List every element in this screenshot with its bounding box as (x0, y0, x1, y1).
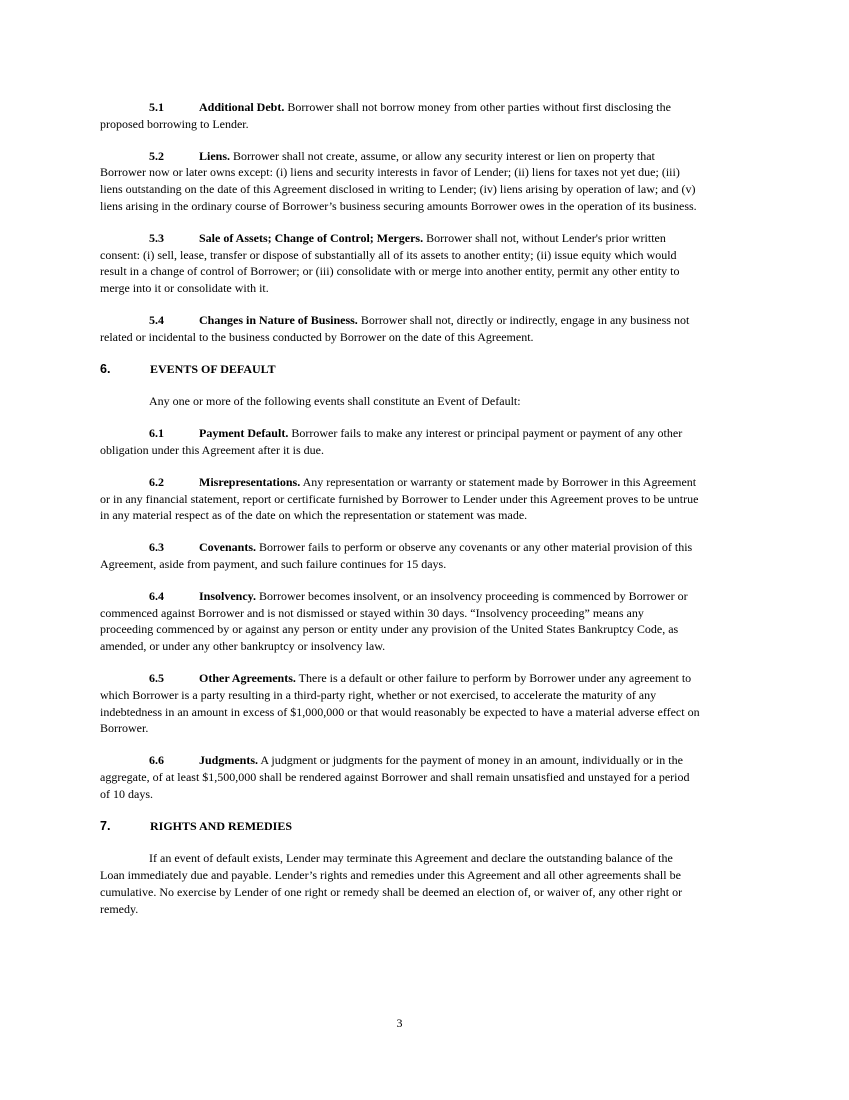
section-number: 7. (100, 818, 111, 833)
clause-number: 5.2 (149, 148, 164, 163)
clause-title: Insolvency. (199, 588, 257, 603)
clause-number: 6.1 (149, 426, 164, 441)
clause-title: Sale of Assets; Change of Control; Mergers. (199, 230, 424, 245)
section-7-text: If an event of default exists, Lender may terminate this Agreement and declare the outstanding balance of the Loan immediately due and payable. Lender’s rights and remedies under this Agreement and all other agreements shall be cumulative. No exercise by Lender of one right or remedy shall be deemed an election of, or waiver of, any other right or remedy. (100, 851, 683, 916)
section-6-clauses (100, 425, 700, 802)
clause-text: Any representation or warranty or statement made by Borrower in this Agreement or in any financial statement, report or certificate furnished by Borrower to Lender under this Agreement proves to be untrue in any material respect as of the date on which the representation or statement was made. (100, 474, 699, 523)
clause-6-5 (100, 670, 700, 737)
clause-text: Borrower fails to perform or observe any covenants or any other material provision of this Agreement, aside from payment, and such failure continues for 15 days. (100, 540, 693, 571)
section-6-heading (100, 361, 700, 378)
clause-title: Misrepresentations. (199, 474, 301, 489)
clause-text: Borrower shall not, without Lender's prior written consent: (i) sell, lease, transfer or dispose of substantially all of its assets to another entity; (ii) issue equity which would result in a change of control of Borrower; or (iii) consolidate with or merge into another entity, permit any other entity to merge into it or consolidate with it. (100, 230, 680, 296)
section-6-intro: Any one or more of the following events shall constitute an Event of Default: (149, 394, 521, 409)
clause-5-2 (100, 148, 700, 215)
clause-6-3 (100, 539, 700, 573)
clause-6-1 (100, 425, 700, 459)
clause-5-1 (100, 99, 700, 133)
clause-title: Liens. (199, 148, 231, 163)
clause-text: A judgment or judgments for the payment of money in an amount, individually or in the aggregate, of at least $1,500,000 shall be rendered against Borrower and shall remain unsatisfied and unstayed for a period of 10 days. (100, 753, 690, 801)
section-number: 6. (100, 361, 111, 376)
clause-5-3 (100, 230, 700, 297)
clause-5-4 (100, 312, 700, 346)
clause-6-2 (100, 474, 700, 524)
section-7-heading (100, 818, 700, 835)
section-title: RIGHTS AND REMEDIES (150, 818, 293, 833)
clause-6-4 (100, 588, 700, 655)
clause-number: 5.1 (149, 100, 164, 114)
document-page (100, 99, 700, 917)
clause-text: Borrower shall not borrow money from other parties without first disclosing the proposed borrowing to Lender. (100, 100, 671, 131)
clause-number: 5.3 (149, 230, 164, 245)
clause-text: Borrower becomes insolvent, or an insolvency proceeding is commenced by Borrower or commenced against Borrower and is not dismissed or stayed within 30 days. “Insolvency proceeding” means any proceeding commenced by or against any person or entity under any provision of the United States Bankruptcy Code, as amended, or under any other bankruptcy or insolvency law. (100, 588, 688, 654)
section-title: EVENTS OF DEFAULT (150, 361, 276, 376)
clause-6-6 (100, 752, 700, 802)
page-number: 3 (396, 1016, 403, 1030)
clause-title: Covenants. (199, 540, 257, 555)
clause-number: 6.4 (149, 588, 164, 603)
clause-text: There is a default or other failure to perform by Borrower under any agreement to which Borrower is a party resulting in a third-party right, whether or not exercised, to accelerate the maturity of any indebtedness in an amount in excess of $1,000,000 or that would reasonably be expected to have a material adverse effect on Borrower. (100, 670, 700, 736)
clause-number: 5.4 (149, 312, 164, 327)
clause-number: 6.3 (149, 540, 164, 555)
clause-title: Changes in Nature of Business. (199, 312, 358, 327)
clause-number: 6.5 (149, 670, 164, 685)
clause-text: Borrower shall not create, assume, or allow any security interest or lien on property that Borrower now or later owns except: (i) liens and security interests in favor of Lender; (ii) liens for taxes not yet due; (iii) liens outstanding on the date of this Agreement disclosed in writing to Lender; (iv) liens arising by operation of law; and (v) liens arising in the ordinary course of Borrower’s business securing amounts Borrower owes in the operation of its business. (100, 148, 697, 213)
clause-title: Additional Debt. (199, 100, 285, 114)
clause-number: 6.6 (149, 753, 164, 768)
clause-text: Borrower shall not, directly or indirectly, engage in any business not related or incidental to the business conducted by Borrower on the date of this Agreement. (100, 312, 690, 344)
clause-title: Other Agreements. (199, 670, 296, 685)
clause-number: 6.2 (149, 474, 164, 489)
clause-title: Judgments. (199, 753, 259, 768)
clause-text: Borrower fails to make any interest or principal payment or payment of any other obligation under this Agreement after it is due. (100, 426, 683, 457)
clause-title: Payment Default. (199, 426, 289, 441)
